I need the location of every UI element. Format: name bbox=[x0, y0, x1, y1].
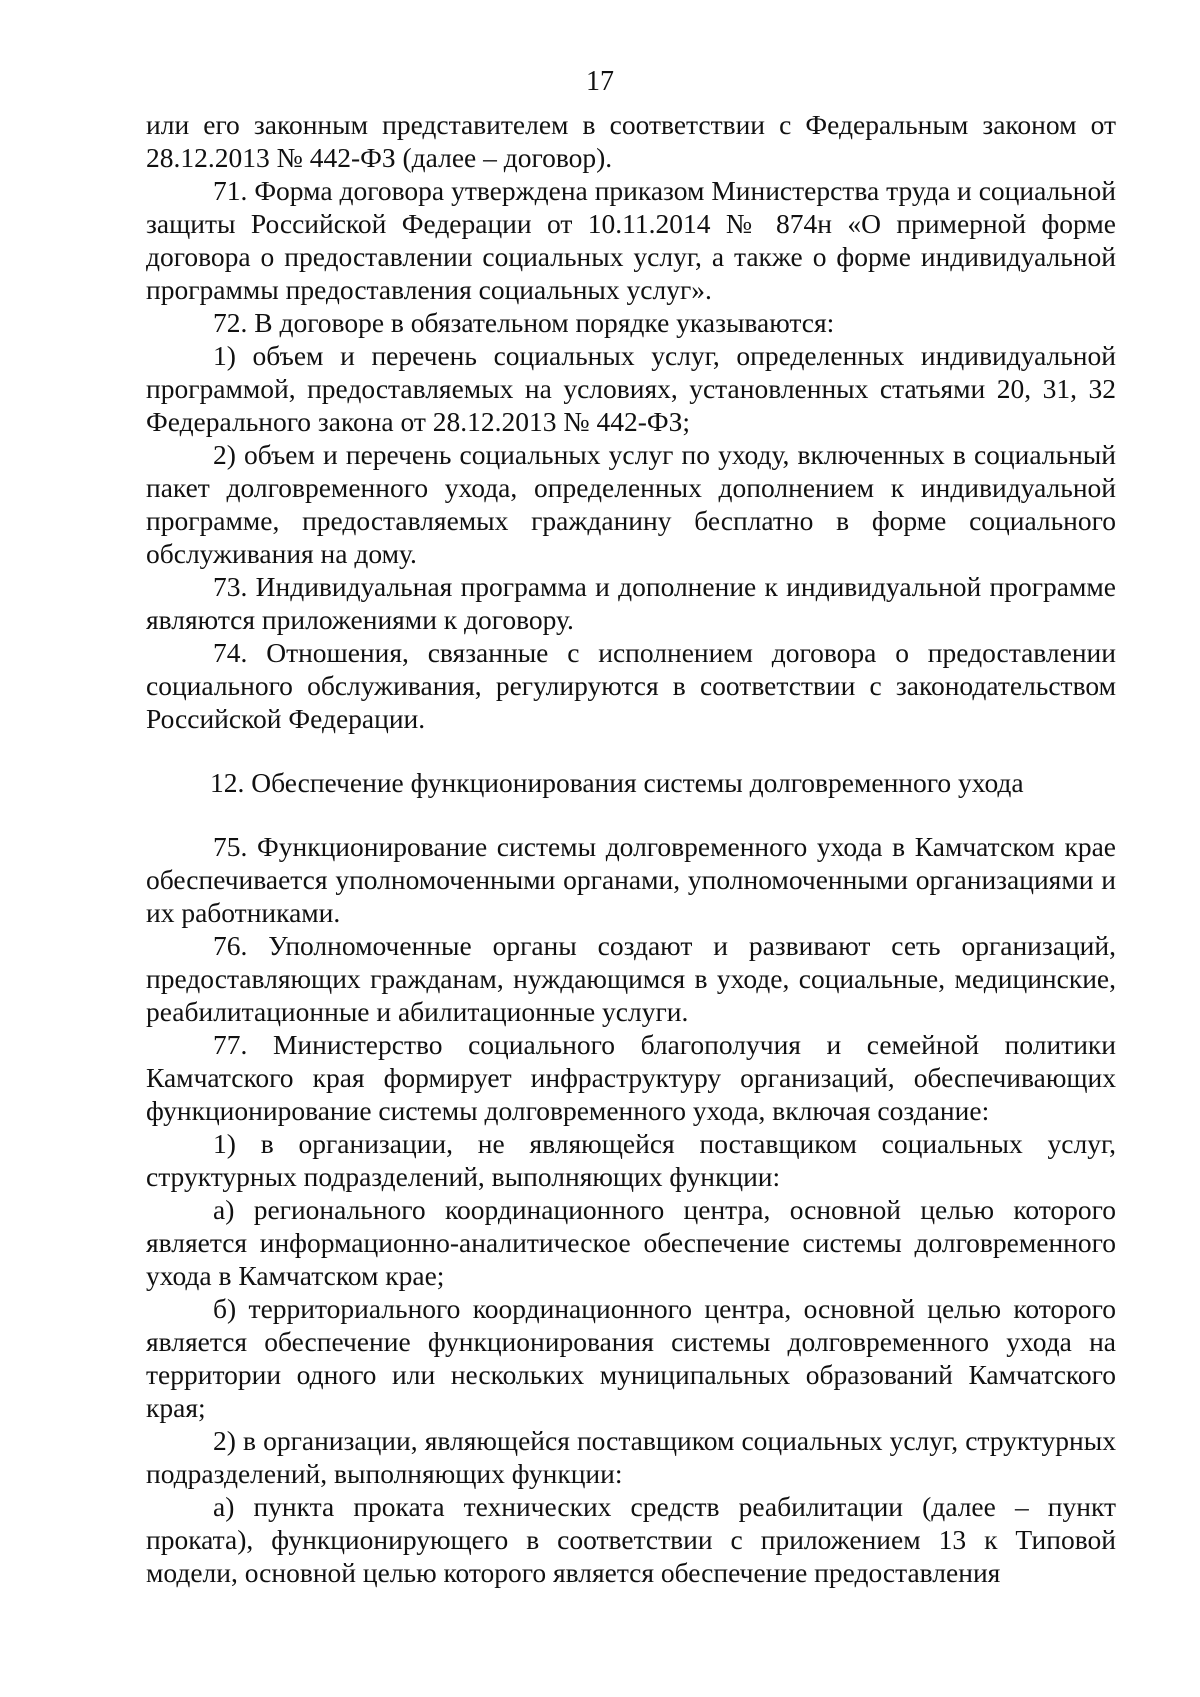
paragraph-p72-1: 1) объем и перечень социальных услуг, определенных индивидуальной программой, предоставляемых на условиях, установленных статьями 20, 31, 32 Федерального закона от 28.12.2013 № 442-ФЗ; bbox=[146, 340, 1116, 437]
paragraph-p77-1b: б) территориального координационного центра, основной целью которого является обеспечение функционирования системы долговременного ухода на территории одного или нескольких муниципальных образований Камчатского края; bbox=[146, 1293, 1116, 1423]
paragraph-p72: 72. В договоре в обязательном порядке указываются: bbox=[213, 307, 835, 338]
paragraph-cont: или его законным представителем в соответствии с Федеральным законом от 28.12.2013 № 442-ФЗ (далее – договор). bbox=[146, 109, 1116, 173]
page-number: 17 bbox=[586, 66, 614, 97]
section-heading: 12. Обеспечение функционирования системы долговременного ухода bbox=[210, 767, 1024, 798]
document-body bbox=[146, 108, 1116, 1589]
paragraph-p73: 73. Индивидуальная программа и дополнение к индивидуальной программе являются приложениями к договору. bbox=[146, 571, 1116, 635]
paragraph-p77: 77. Министерство социального благополучия и семейной политики Камчатского края формирует инфраструктуру организаций, обеспечивающих функционирование системы долговременного ухода, включая создание: bbox=[146, 1029, 1116, 1126]
paragraph-p77-1: 1) в организации, не являющейся поставщиком социальных услуг, структурных подразделений, выполняющих функции: bbox=[146, 1128, 1116, 1192]
paragraphs-after-section bbox=[146, 830, 1116, 1589]
paragraph-p71: 71. Форма договора утверждена приказом Министерства труда и социальной защиты Российской Федерации от 10.11.2014 № 874н «О примерной форме договора о предоставлении социальных услуг, а также о форме индивидуальной программы предоставления социальных услуг». bbox=[146, 175, 1116, 305]
paragraph-p72-2: 2) объем и перечень социальных услуг по уходу, включенных в социальный пакет долговременного ухода, определенных дополнением к индивидуальной программе, предоставляемых гражданину бесплатно в форме социального обслуживания на дому. bbox=[146, 439, 1116, 569]
paragraph-p77-2a: а) пункта проката технических средств реабилитации (далее – пункт проката), функционирующего в соответствии с приложением 13 к Типовой модели, основной целью которого является обеспечение предоставления bbox=[146, 1491, 1116, 1588]
paragraph-p77-2: 2) в организации, являющейся поставщиком социальных услуг, структурных подразделений, выполняющих функции: bbox=[146, 1425, 1116, 1489]
paragraph-p76: 76. Уполномоченные органы создают и развивают сеть организаций, предоставляющих гражданам, нуждающимся в уходе, социальные, медицинские, реабилитационные и абилитационные услуги. bbox=[146, 930, 1116, 1027]
paragraphs-before-section bbox=[146, 108, 1116, 735]
paragraph-p74: 74. Отношения, связанные с исполнением договора о предоставлении социального обслуживания, регулируются в соответствии с законодательством Российской Федерации. bbox=[146, 637, 1116, 734]
paragraph-p77-1a: а) регионального координационного центра, основной целью которого является информационно-аналитическое обеспечение системы долговременного ухода в Камчатском крае; bbox=[146, 1194, 1116, 1291]
paragraph-p75: 75. Функционирование системы долговременного ухода в Камчатском крае обеспечивается уполномоченными органами, уполномоченными организациями и их работниками. bbox=[146, 831, 1116, 928]
